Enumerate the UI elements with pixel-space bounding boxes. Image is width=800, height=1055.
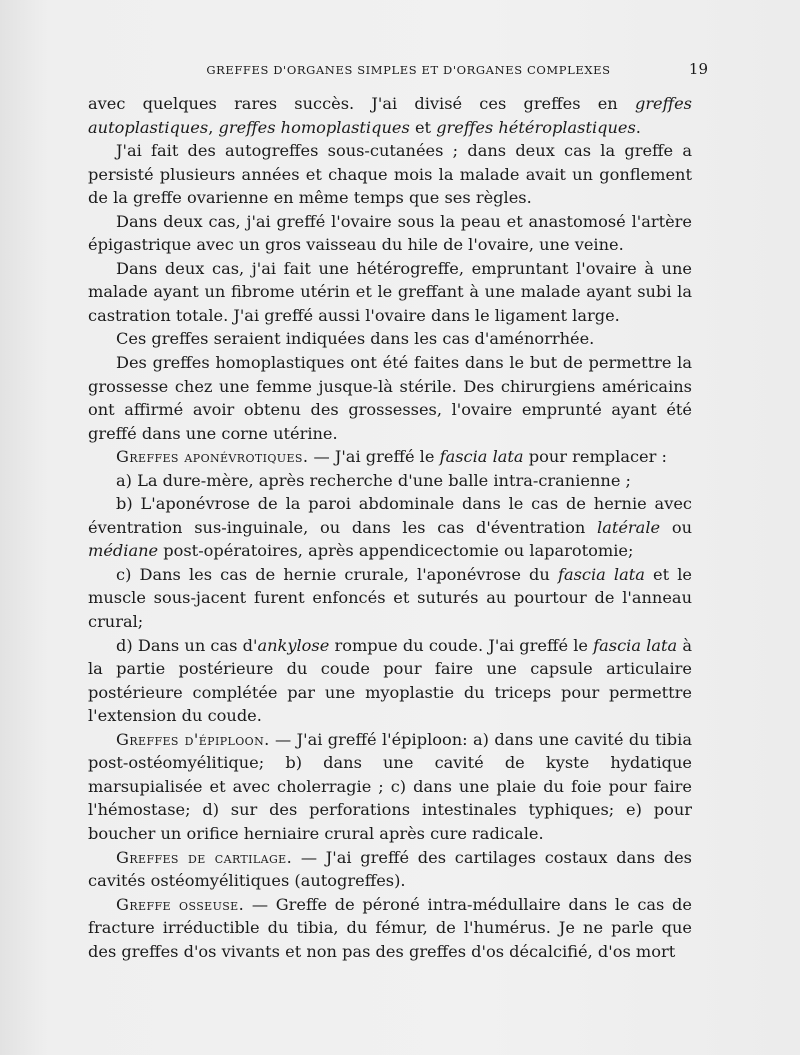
- text-run: post-opératoires, après appendicectomie ou laparotomie;: [158, 541, 634, 561]
- paragraph-4: Dans deux cas, j'ai fait une hétérogreffe, empruntant l'ovaire à une malade ayant un fibrome utérin et le greffant à une malade ayant subi la castration totale. J'ai greffé aussi l'ovaire dans le ligament large.: [88, 258, 692, 325]
- item-a: a) La dure-mère, après recherche d'une balle intra-cranienne ;: [116, 470, 632, 490]
- section-epiploon: [88, 728, 692, 846]
- text-run: d) Dans un cas d': [116, 635, 258, 655]
- running-head: [88, 60, 708, 78]
- text-run: — Greffe de péroné intra-médullaire dans le cas de fracture irréductible du tibia, du fémur, de l'humérus. Je ne parle que des greffes d'os vivants et non pas des greffes d'os décalcifié, d'os mort: [88, 894, 692, 961]
- term: fascia lata: [439, 447, 524, 467]
- text-run: .: [635, 117, 641, 137]
- term: latérale: [597, 517, 661, 537]
- text-run: ,: [208, 117, 219, 137]
- term: ankylose: [257, 635, 330, 655]
- text-run: pour remplacer :: [523, 447, 667, 467]
- item-b: [88, 492, 692, 563]
- text-run: — J'ai greffé le: [308, 447, 440, 467]
- term: fascia lata: [593, 635, 678, 655]
- body-text: [88, 92, 692, 963]
- paragraph-6: Des greffes homoplastiques ont été faites dans le but de permettre la grossesse chez une femme jusque-là stérile. Des chirurgiens américains ont affirmé avoir obtenu des grossesses, l'ovaire emprunté ayant été greffé dans une corne utérine.: [88, 353, 692, 443]
- section-heading: Greffes d'épiploon.: [116, 729, 270, 749]
- term: médiane: [88, 541, 159, 561]
- running-title: GREFFES D'ORGANES SIMPLES ET D'ORGANES COMPLEXES: [206, 63, 611, 77]
- paragraph-1: [88, 92, 692, 139]
- section-heading: Greffe osseuse.: [116, 894, 245, 914]
- term: greffes autoplastiques: [88, 94, 692, 137]
- section-cartilage: [88, 846, 692, 893]
- page-number: 19: [688, 60, 708, 78]
- text-run: à la partie postérieure du coude pour faire une capsule articulaire postérieure complétée par une myoplastie du triceps pour permettre l'extension du coude.: [88, 635, 693, 726]
- section-aponevrotiques: [88, 445, 692, 469]
- paragraph-5: Ces greffes seraient indiquées dans les cas d'aménorrhée.: [116, 329, 595, 349]
- term: fascia lata: [557, 564, 645, 584]
- text-run: rompue du coude. J'ai greffé le: [329, 635, 594, 655]
- text-run: avec quelques rares succès. J'ai divisé ces greffes en: [88, 94, 635, 113]
- section-osseuse: [88, 893, 692, 964]
- text-run: et le muscle sous-jacent furent enfoncés et suturés au pourtour de l'anneau crural;: [88, 564, 692, 632]
- term: greffes homoplastiques: [218, 117, 410, 137]
- section-heading: Greffes de cartilage.: [116, 847, 293, 867]
- text-run: ou: [660, 517, 692, 537]
- text-run: c) Dans les cas de hernie crurale, l'aponévrose du: [116, 564, 558, 584]
- item-d: [88, 634, 692, 728]
- text-run: — J'ai greffé des cartilages costaux dans des cavités ostéomyélitiques (autogreffes).: [88, 847, 692, 891]
- paragraph-2: J'ai fait des autogreffes sous-cutanées ; dans deux cas la greffe a persisté plusieurs années et chaque mois la malade avait un gonflement de la greffe ovarienne en même temps que ses règles.: [88, 141, 692, 208]
- text-run: b) L'aponévrose de la paroi abdominale dans le cas de hernie avec éventration sus-inguinale, ou dans les cas d'éventration: [88, 494, 692, 537]
- paragraph-3: Dans deux cas, j'ai greffé l'ovaire sous la peau et anastomosé l'artère épigastrique avec un gros vaisseau du hile de l'ovaire, une veine.: [88, 211, 692, 255]
- term: greffes hétéroplastiques: [436, 117, 636, 137]
- section-heading: Greffes aponévrotiques.: [116, 447, 309, 467]
- item-c: [88, 563, 692, 634]
- text-run: et: [409, 117, 437, 137]
- text-run: — J'ai greffé l'épiploon: a) dans une cavité du tibia post-ostéomyélitique; b) dans une cavité de kyste hydatique marsupialisée et avec cholerragie ; c) dans une plaie du foie pour faire l'hémostase; d) sur des perforations intestinales typhiques; e) pour boucher un orifice herniaire crural après cure radicale.: [88, 729, 692, 843]
